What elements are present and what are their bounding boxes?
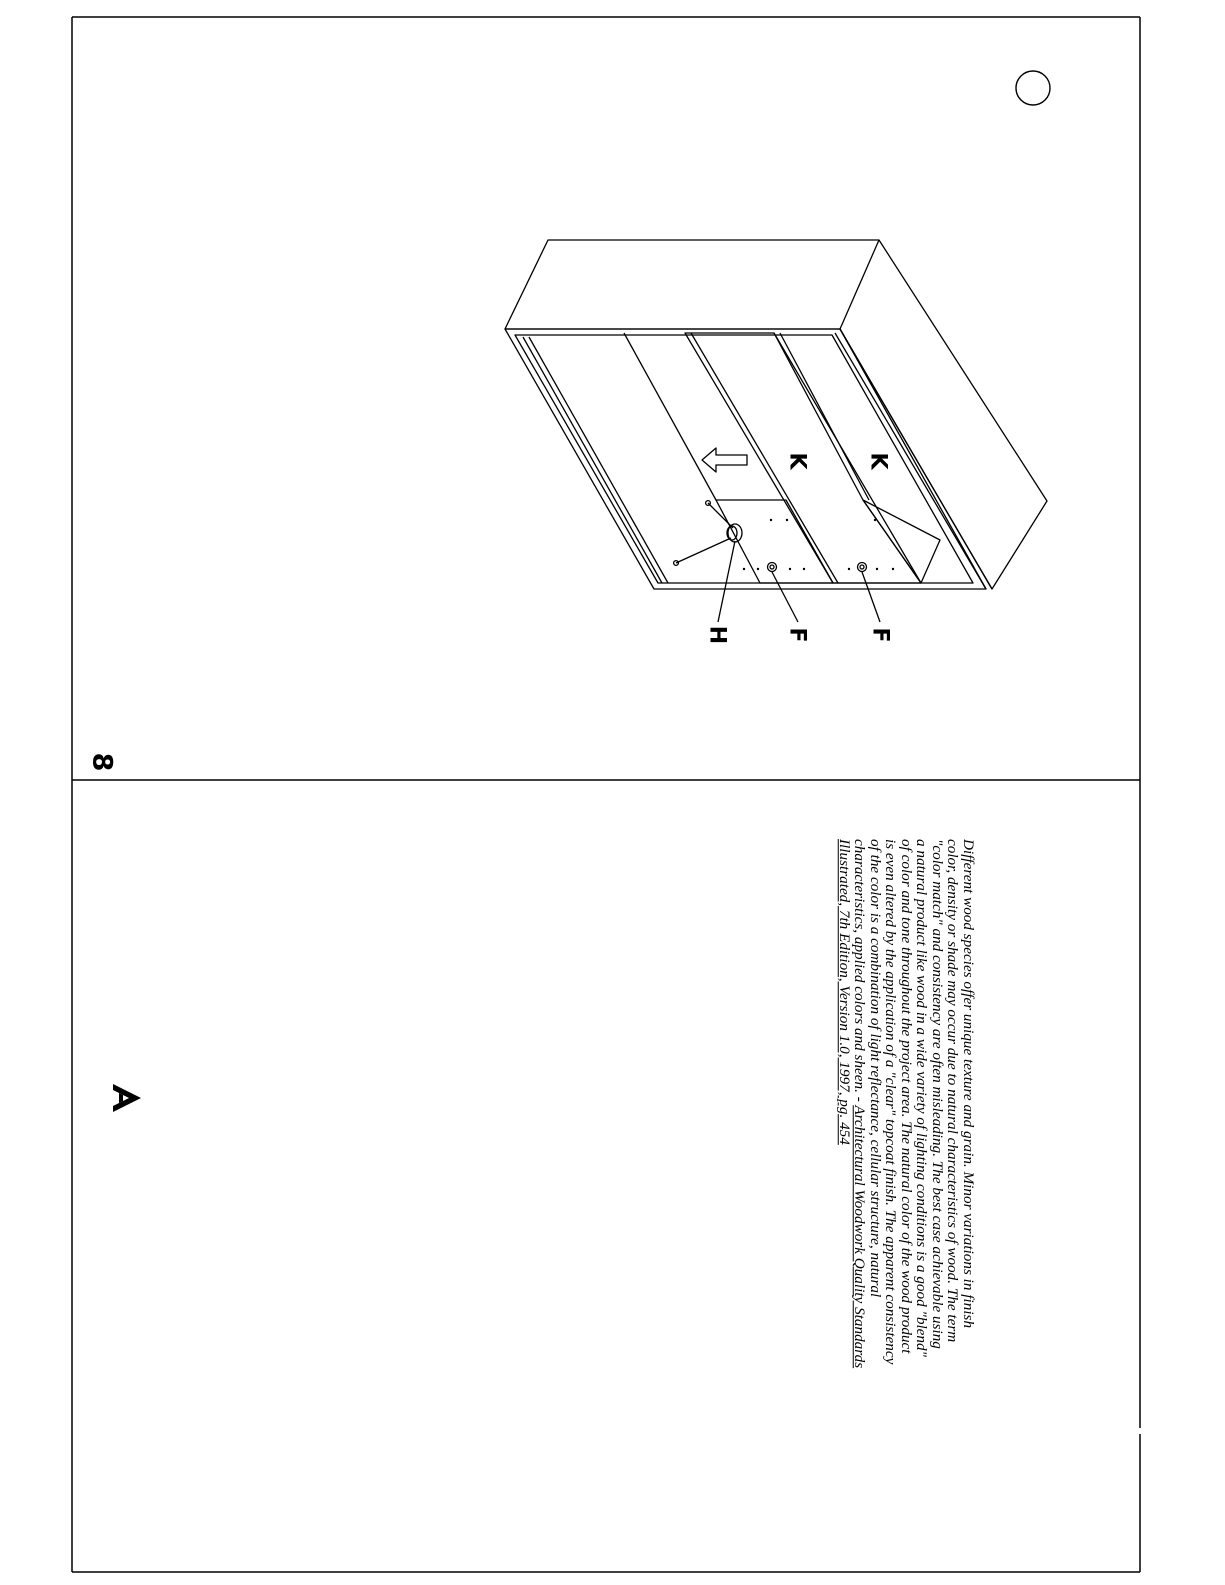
note-line: color, density or shade may occur due to natural characteristics of wood. The term <box>944 839 962 1343</box>
leader-h <box>718 541 735 622</box>
part-label-f-upper: F <box>867 627 893 643</box>
note-line <box>836 839 852 1413</box>
note-line: Different wood species offer unique texture and grain. Minor variations in finish <box>959 839 977 1329</box>
note-citation: Architectural Woodwork Quality Standards <box>851 1105 869 1369</box>
direction-arrow <box>702 448 747 472</box>
leader-f-upper <box>862 572 880 622</box>
part-label-k-upper: K <box>865 452 891 470</box>
note-line <box>852 839 868 1413</box>
cabinet-diagram <box>505 240 1047 622</box>
wood-variation-note <box>836 839 976 1413</box>
note-line: of the color is a combination of light reflectance, cellular structure, natural <box>866 839 884 1298</box>
brand-logo-icon <box>113 1084 141 1112</box>
top-panel <box>505 240 1047 589</box>
border-lines <box>72 17 1140 1572</box>
part-label-f-lower: F <box>784 627 810 643</box>
step-number: 8 <box>86 752 118 772</box>
shelf-pin-f-lower <box>768 563 777 572</box>
step-indicator-circle <box>1016 71 1050 105</box>
note-line-text: characteristics, applied colors and sheen. - <box>851 839 869 1106</box>
shelf-pin-f-upper <box>858 563 867 572</box>
part-label-h: H <box>704 625 730 645</box>
note-line: a natural product like wood in a wide variety of lighting conditions is a good "blend" <box>913 839 931 1357</box>
note-line: of color and tone throughout the project area. The natural color of the wood product <box>897 839 915 1354</box>
part-label-k-lower: K <box>784 452 810 470</box>
note-line: is even altered by the application of a "clear" topcoat finish. The apparent consistency <box>882 839 900 1365</box>
note-citation-continued: Illustrated, 7th Edition, Version 1.0, 1997, pg. 454 <box>835 839 853 1145</box>
peg-holes <box>743 519 894 570</box>
leader-f-lower <box>772 572 798 622</box>
note-line: "color match" and consistency are often misleading. The best case achievable using <box>928 839 946 1349</box>
